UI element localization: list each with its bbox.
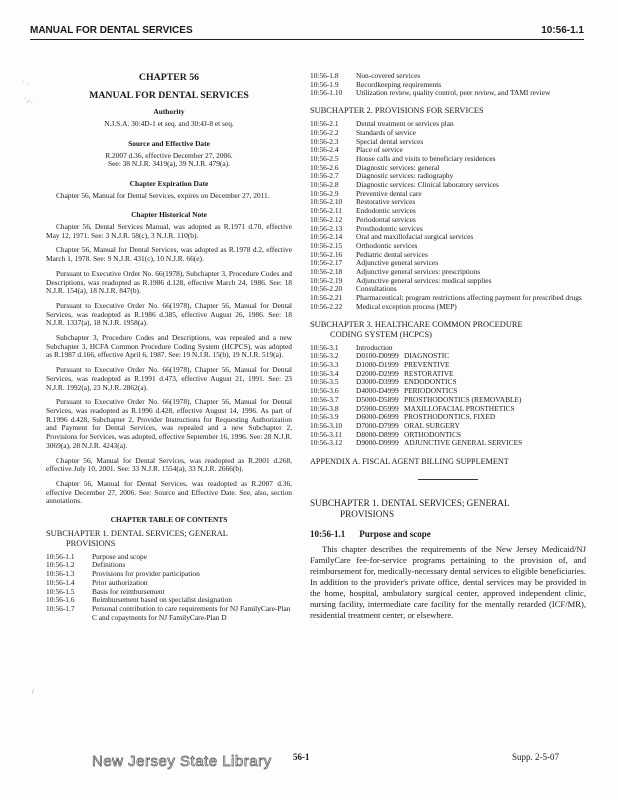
toc-entry-title: House calls and visits to beneficiary residences — [356, 153, 496, 163]
subchapter-3-heading-line: SUBCHAPTER 3. HEALTHCARE COMMON PROCEDURE — [310, 319, 523, 329]
toc-entry-number: 10:56-2.20 — [310, 284, 343, 294]
toc-entry-title: Medical exception process (MEP) — [356, 301, 457, 311]
hcpcs-entry-title: RESTORATIVE — [404, 368, 454, 378]
toc-entry-title: Diagnostic services: Clinical laboratory services — [356, 180, 499, 190]
section-body-text: This chapter describes the requirements of the New Jersey Medicaid/NJ FamilyCare fee-for-service programs pertaining to the provision of, and reimbursement for, medically-necessary dental services to eligible beneficiaries. In addition to the provider's private office, dental services may be provided in the home, hospital, ambulatory surgical center, approved independent clinic, nursing facility, intermediate care facility for the mentally retarded (ICF/MR), residential treatment center, or elsewhere. — [310, 544, 586, 621]
margin-mark: / — [32, 688, 34, 696]
toc-entry — [46, 605, 292, 622]
toc-entry-number: 10:56-2.18 — [310, 267, 343, 277]
history-paragraph: Chapter 56, Manual for Dental Services, was readopted as R.2007 d.36, effective December 27, 2006. See: Source and Effective Date. See, also, section annotations. — [46, 478, 292, 506]
toc-entry-title: Non-covered services — [356, 71, 421, 80]
toc-entry-number: 10:56-2.5 — [310, 153, 339, 163]
subchapter-2-heading: SUBCHAPTER 2. PROVISIONS FOR SERVICES — [310, 106, 484, 116]
left-column — [46, 72, 292, 622]
hcpcs-entry-number: 10:56-3.8 — [310, 403, 339, 413]
toc-entry-title: Pharmaceutical: program restrictions affecting payment for prescribed drugs — [356, 293, 582, 303]
source-heading: Source and Effective Date — [128, 138, 210, 148]
toc-entry-title: Basis for reimbursement — [92, 586, 165, 596]
subchapter-1-body-heading-line: SUBCHAPTER 1. DENTAL SERVICES; GENERAL — [310, 497, 510, 508]
hcpcs-entry-title: ORTHODONTICS — [404, 429, 462, 439]
toc-entry — [310, 181, 586, 190]
toc-entry — [310, 129, 586, 138]
toc-entry — [310, 120, 586, 129]
toc-entry-number: 10:56-2.17 — [310, 258, 343, 268]
section-divider — [418, 479, 478, 480]
subchapter-3-heading-line: CODING SYSTEM (HCPCS) — [330, 329, 432, 339]
toc-entry-title: Reimbursement based on specialist designation — [92, 595, 232, 605]
hcpcs-code-range: D3000-D3999 — [356, 377, 399, 387]
toc-entry-title: Periodontal services — [356, 214, 416, 224]
margin-mark: ˙ · — [22, 80, 29, 88]
hcpcs-entry-number: 10:56-3.12 — [310, 438, 343, 448]
toc-entry-number: 10:56-2.12 — [310, 214, 343, 224]
toc-heading: CHAPTER TABLE OF CONTENTS — [110, 515, 228, 525]
toc-entry-number: 10:56-2.15 — [310, 240, 343, 250]
hcpcs-entry-number: 10:56-3.7 — [310, 394, 339, 404]
toc-entry-number: 10:56-1.10 — [310, 88, 343, 98]
expiration-heading: Chapter Expiration Date — [129, 178, 209, 188]
running-header — [30, 25, 584, 40]
toc-entry-number: 10:56-2.2 — [310, 127, 339, 137]
hcpcs-code-range: D0100-D0999 — [356, 351, 399, 361]
toc-entry — [310, 190, 586, 199]
hcpcs-code-range: D9000-D9999 — [356, 438, 399, 448]
toc-entry — [310, 155, 586, 164]
toc-entry-title: Personal contribution to care requirements for NJ FamilyCare-Plan C and copayments for NJ FamilyCare-Plan D — [92, 603, 291, 622]
hcpcs-code-range: D7000-D7999 — [356, 420, 399, 430]
section-heading — [310, 530, 586, 539]
source-line: See: 38 N.J.R. 3419(a), 39 N.J.R. 479(a). — [108, 159, 230, 169]
toc-entry-number: 10:56-2.16 — [310, 249, 343, 259]
toc-entry — [310, 72, 586, 81]
toc-entry-number: 10:56-2.8 — [310, 180, 339, 190]
toc-entry — [310, 207, 586, 216]
toc-entry-title: Utilization review, quality control, peer review, and TAMI review — [356, 88, 551, 98]
toc-entry-title: Oral and maxillofacial surgical services — [356, 232, 474, 242]
toc-entry-number: 10:56-1.7 — [46, 603, 75, 613]
toc-entry — [310, 251, 586, 260]
toc-entry — [310, 303, 586, 312]
hcpcs-entry-title: ENDODONTICS — [404, 377, 457, 387]
toc-entry-title: Orthodontic services — [356, 240, 418, 250]
toc-entry-number: 10:56-1.9 — [310, 79, 339, 89]
toc-entry-number: 10:56-1.3 — [46, 569, 75, 579]
hcpcs-entry-title: DIAGNOSTIC — [404, 351, 450, 361]
history-paragraph: Pursuant to Executive Order No. 66(1978), Chapter 56, Manual for Dental Services, was readopted as R.1986 d.385, effective August 26, 1986. See: 18 N.J.R. 1337(a), 18 N.J.R. 1958(a). — [46, 300, 292, 328]
hcpcs-entry-title: ADJUNCTIVE GENERAL SERVICES — [404, 438, 523, 448]
toc-entry-title: Prior authorization — [92, 577, 148, 587]
toc-entry-title: Recordkeeping requirements — [356, 79, 442, 89]
toc-entry-title: Special dental services — [356, 136, 424, 146]
toc-entry-title: Adjunctive general services: prescriptions — [356, 267, 481, 277]
hcpcs-entry-number: 10:56-3.5 — [310, 377, 339, 387]
toc-entry-number: 10:56-2.10 — [310, 197, 343, 207]
toc-entry-number: 10:56-2.4 — [310, 145, 339, 155]
hcpcs-entry-title: PROSTHODONTICS (REMOVABLE) — [404, 394, 522, 404]
toc-entry-number: 10:56-2.1 — [310, 119, 339, 129]
toc-entry-number: 10:56-2.21 — [310, 293, 343, 303]
section-number: 10:56-1.1 — [310, 528, 346, 539]
hcpcs-code-range: D2000-D2999 — [356, 368, 399, 378]
supplement-date: Supp. 2-5-07 — [512, 752, 559, 762]
toc-entry-number: 10:56-2.13 — [310, 223, 343, 233]
toc-entry-title: Adjunctive general services: medical supplies — [356, 275, 492, 285]
historical-note-heading: Chapter Historical Note — [131, 210, 207, 220]
library-stamp: New Jersey State Library — [92, 753, 272, 770]
page-number: 56-1 — [293, 752, 310, 762]
hcpcs-entry-number: 10:56-3.3 — [310, 359, 339, 369]
hcpcs-entry-title: Introduction — [356, 342, 393, 352]
hcpcs-entry-number: 10:56-3.6 — [310, 386, 339, 396]
hcpcs-entry-title: PROSTHODONTICS, FIXED — [404, 412, 496, 422]
toc-entry — [46, 570, 292, 579]
toc-entry-title: Provisions for provider participation — [92, 569, 200, 579]
hcpcs-code-range: D6000-D6999 — [356, 412, 399, 422]
hcpcs-entry-number: 10:56-3.1 — [310, 342, 339, 352]
history-paragraph: Pursuant to Executive Order No. 66(1978), Chapter 56, Manual for Dental Services, was readopted as R.1991 d.473, effective August 21, 1991. See: 23 N.J.R. 1992(a), 23 N.J.R. 2862(a). — [46, 365, 292, 392]
hcpcs-entry-title: ORAL SURGERY — [404, 420, 460, 430]
toc-entry-number: 10:56-1.2 — [46, 560, 75, 570]
appendix-a-heading: APPENDIX A. FISCAL AGENT BILLING SUPPLEMENT — [310, 457, 509, 467]
toc-entry — [310, 138, 586, 147]
toc-entry-number: 10:56-1.4 — [46, 577, 75, 587]
toc-entry-number: 10:56-1.1 — [46, 551, 75, 561]
subchapter-1-heading — [46, 529, 292, 549]
hcpcs-code-range: D5000-D5899 — [356, 394, 399, 404]
toc-entry-number: 10:56-1.6 — [46, 595, 75, 605]
toc-entry-title: Purpose and scope — [92, 551, 148, 561]
chapter-number: CHAPTER 56 — [138, 72, 200, 83]
history-paragraph: Chapter 56, Dental Services Manual, was adopted as R.1971 d.70, effective May 12, 1971. See: 3 N.J.R. 58(c), 3 N.J.R. 110(b). — [46, 222, 292, 240]
toc-entry-number: 10:56-2.7 — [310, 171, 339, 181]
authority-text: N.J.S.A. 30:4D-1 et seq. and 30:4J-8 et seq. — [104, 119, 234, 129]
toc-entry — [310, 277, 586, 286]
toc-entry — [46, 579, 292, 588]
history-paragraph: Subchapter 3, Procedure Codes and Descriptions, was repealed and a new Subchapter 3, HCFA Common Procedure Coding System (HCPCS), was adopted as R.1987 d.166, effective April 6, 1987. See: 19 N.J.R. 15(b), 19 N.J.R. 519(a). — [46, 333, 292, 360]
hcpcs-entry-number: 10:56-3.9 — [310, 412, 339, 422]
header-title: MANUAL FOR DENTAL SERVICES — [30, 25, 193, 36]
expiration-text: Chapter 56, Manual for Dental Services, expires on December 27, 2011. — [56, 190, 270, 200]
hcpcs-code-range: D4000-D4999 — [356, 386, 399, 396]
hcpcs-code-range: D1000-D1999 — [356, 359, 399, 369]
toc-entry-title: Adjunctive general services — [356, 258, 439, 268]
hcpcs-entry — [310, 439, 586, 448]
toc-entry-title: Prosthodontic services — [356, 223, 423, 233]
toc-entry-title: Dental treatment or services plan — [356, 119, 454, 129]
toc-entry-title: Standards of service — [356, 127, 416, 137]
toc-entry-title: Definitions — [92, 560, 126, 570]
authority-heading: Authority — [153, 107, 185, 117]
history-paragraph: Pursuant to Executive Order No. 66(1978), Subchapter 3, Procedure Codes and Descriptions, was readopted as R.1986 d.128, effective March 24, 1986. See: 18 N.J.R. 154(a), 18 N.J.R. 847(b). — [46, 268, 292, 296]
chapter-title: MANUAL FOR DENTAL SERVICES — [89, 89, 249, 101]
margin-mark: ˙-·. — [24, 97, 33, 105]
subchapter-3-heading — [310, 320, 586, 340]
toc-entry-number: 10:56-2.6 — [310, 162, 339, 172]
toc-entry-number: 10:56-1.5 — [46, 586, 75, 596]
toc-entry-title: Diagnostic services: radiography — [356, 171, 454, 181]
toc-entry-title: Preventive dental care — [356, 188, 422, 198]
toc-entry-title: Restorative services — [356, 197, 416, 207]
history-paragraph: Pursuant to Executive Order No. 66(1978), Chapter 56, Manual for Dental Services, was readopted as R.1996 d.428, effective August 14, 1996. As part of R.1996 d.428, Subchapter 2, Provider Instructions for Requesting Authorization and Payment for Dental Services, was repealed and a new Subchapter 2, Provisions for Services, was adopted, effective September 16, 1996. See: 28 N.J.R. 3069(a), 28 N.J.R. 4243(a). — [46, 397, 292, 450]
toc-entry-title: Diagnostic services: general — [356, 162, 440, 172]
subchapter-1-heading-line: SUBCHAPTER 1. DENTAL SERVICES; GENERAL — [46, 528, 228, 538]
hcpcs-entry-title: PREVENTIVE — [404, 359, 450, 369]
toc-entry — [310, 233, 586, 242]
source-line: R.2007 d.36, effective December 27, 2006. — [105, 150, 233, 160]
toc-entry-number: 10:56-2.3 — [310, 136, 339, 146]
toc-entry-title: Endodontic services — [356, 206, 416, 216]
toc-entry-number: 10:56-2.22 — [310, 301, 343, 311]
toc-entry — [46, 553, 292, 562]
toc-entry-number: 10:56-2.14 — [310, 232, 343, 242]
hcpcs-entry-number: 10:56-3.2 — [310, 351, 339, 361]
subchapter-1-body-heading — [310, 498, 586, 520]
toc-entry — [310, 242, 586, 251]
right-column — [310, 72, 586, 621]
toc-entry — [310, 216, 586, 225]
toc-entry — [310, 89, 586, 98]
toc-entry — [310, 198, 586, 207]
hcpcs-code-range: D5900-D5999 — [356, 403, 399, 413]
history-paragraph: Chapter 56, Manual for Dental Services, was adopted as R.1978 d.2, effective March 1, 1978. See: 9 N.J.R. 431(c), 10 N.J.R. 66(e). — [46, 245, 292, 264]
hcpcs-entry-number: 10:56-3.11 — [310, 429, 342, 439]
subchapter-1-heading-line: PROVISIONS — [66, 538, 116, 548]
toc-entry-title: Consultations — [356, 284, 397, 294]
toc-entry-number: 10:56-1.8 — [310, 71, 339, 80]
toc-entry-title: Place of service — [356, 145, 403, 155]
header-section-number: 10:56-1.1 — [541, 25, 584, 36]
toc-entry-number: 10:56-2.19 — [310, 275, 343, 285]
toc-entry-number: 10:56-2.9 — [310, 188, 339, 198]
hcpcs-entry-title: MAXILLOFACIAL PROSTHETICS — [404, 403, 515, 413]
hcpcs-code-range: D8000-D8999 — [356, 429, 399, 439]
section-title: Purpose and scope — [359, 528, 431, 539]
hcpcs-entry-number: 10:56-3.4 — [310, 368, 339, 378]
toc-entry-title: Pediatric dental services — [356, 249, 428, 259]
history-paragraph: Chapter 56, Manual for Dental Services, was readopted as R.2001 d.268, effective July 10, 2001. See: 33 N.J.R. 1554(a), 33 N.J.R. 2666(b). — [46, 455, 292, 474]
subchapter-1-body-heading-line: PROVISIONS — [340, 508, 395, 519]
hcpcs-entry-number: 10:56-3.10 — [310, 420, 343, 430]
hcpcs-entry-title: PERIODONTICS — [404, 386, 458, 396]
toc-entry-number: 10:56-2.11 — [310, 206, 342, 216]
